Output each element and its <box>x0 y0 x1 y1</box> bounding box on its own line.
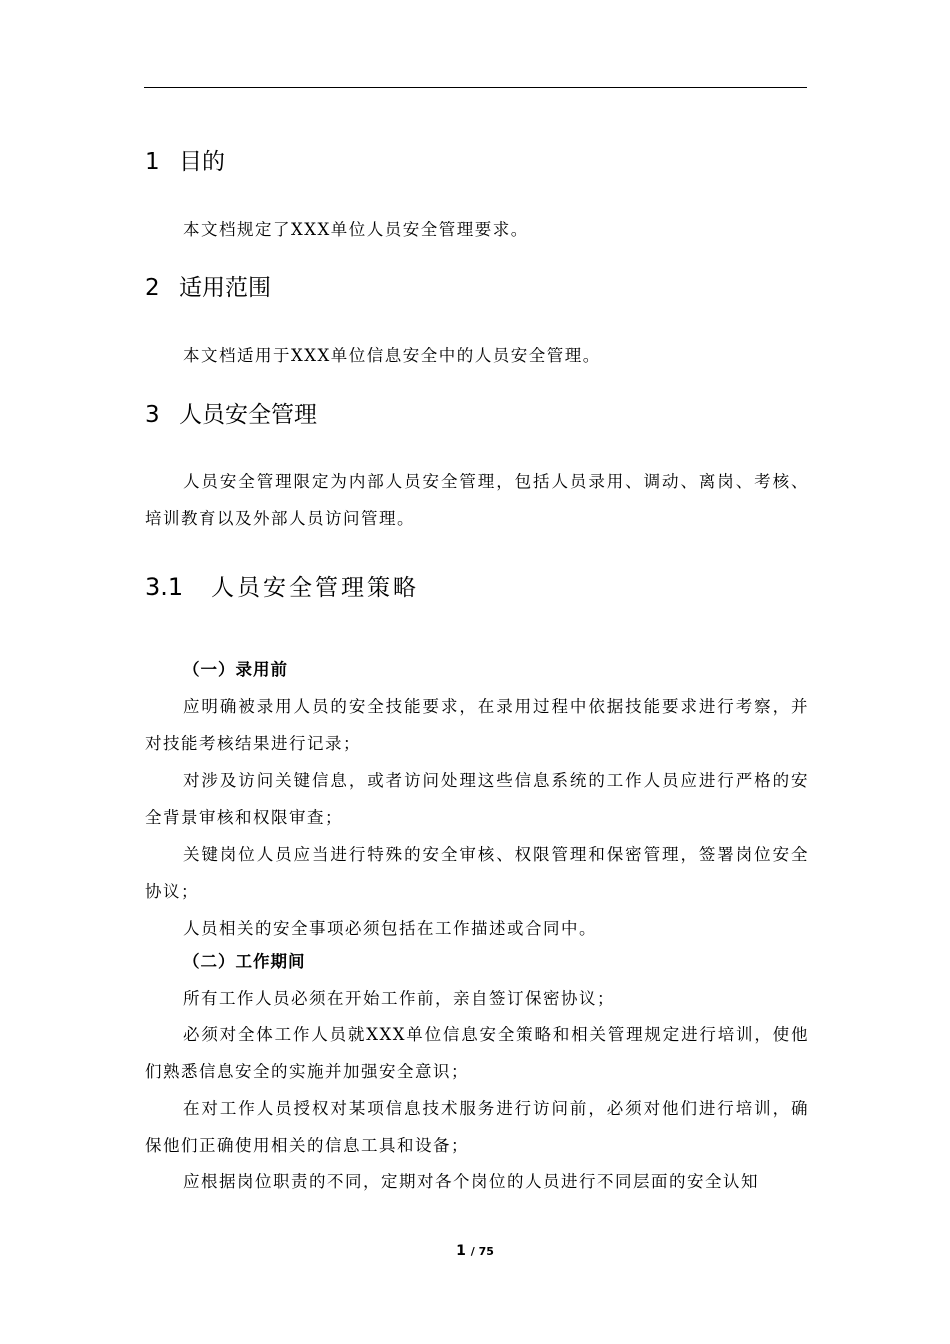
heading-number: 1 <box>145 149 160 175</box>
heading-3-1 <box>145 572 419 603</box>
heading-title: 人员安全管理策略 <box>211 575 419 601</box>
list-item: 在对工作人员授权对某项信息技术服务进行访问前，必须对他们进行培训，确保他们正确使用相关的信息工具和设备； <box>145 1099 809 1155</box>
paragraph: 本文档规定了XXX单位人员安全管理要求。 <box>183 220 529 239</box>
header-rule <box>144 87 807 88</box>
subheading-work: （二）工作期间 <box>183 952 306 971</box>
heading-number: 2 <box>145 275 160 301</box>
paragraph: 本文档适用于XXX单位信息安全中的人员安全管理。 <box>183 346 601 365</box>
current-page: 1 <box>456 1243 466 1259</box>
list-item: 应根据岗位职责的不同，定期对各个岗位的人员进行不同层面的安全认知 <box>183 1172 759 1191</box>
list-item: 人员相关的安全事项必须包括在工作描述或合同中。 <box>183 919 597 938</box>
heading-number: 3 <box>145 402 160 428</box>
heading-number: 3.1 <box>145 573 184 601</box>
heading-title: 适用范围 <box>179 275 271 301</box>
page-number <box>0 1243 950 1259</box>
heading-title: 人员安全管理 <box>179 402 317 428</box>
list-item: 应明确被录用人员的安全技能要求，在录用过程中依据技能要求进行考察，并对技能考核结果进行记录； <box>145 697 809 753</box>
heading-2 <box>145 273 271 303</box>
list-item: 所有工作人员必须在开始工作前，亲自签订保密协议； <box>183 989 615 1008</box>
heading-1 <box>145 147 225 177</box>
total-pages: / 75 <box>470 1245 494 1258</box>
list-item: 关键岗位人员应当进行特殊的安全审核、权限管理和保密管理，签署岗位安全协议； <box>145 845 809 901</box>
heading-3 <box>145 400 317 430</box>
paragraph: 人员安全管理限定为内部人员安全管理，包括人员录用、调动、离岗、考核、培训教育以及外部人员访问管理。 <box>145 472 809 528</box>
heading-title: 目的 <box>179 149 225 175</box>
list-item: 必须对全体工作人员就XXX单位信息安全策略和相关管理规定进行培训，使他们熟悉信息安全的实施并加强安全意识； <box>145 1025 809 1081</box>
subheading-recruit: （一）录用前 <box>183 660 288 679</box>
list-item: 对涉及访问关键信息，或者访问处理这些信息系统的工作人员应进行严格的安全背景审核和权限审查； <box>145 771 809 827</box>
